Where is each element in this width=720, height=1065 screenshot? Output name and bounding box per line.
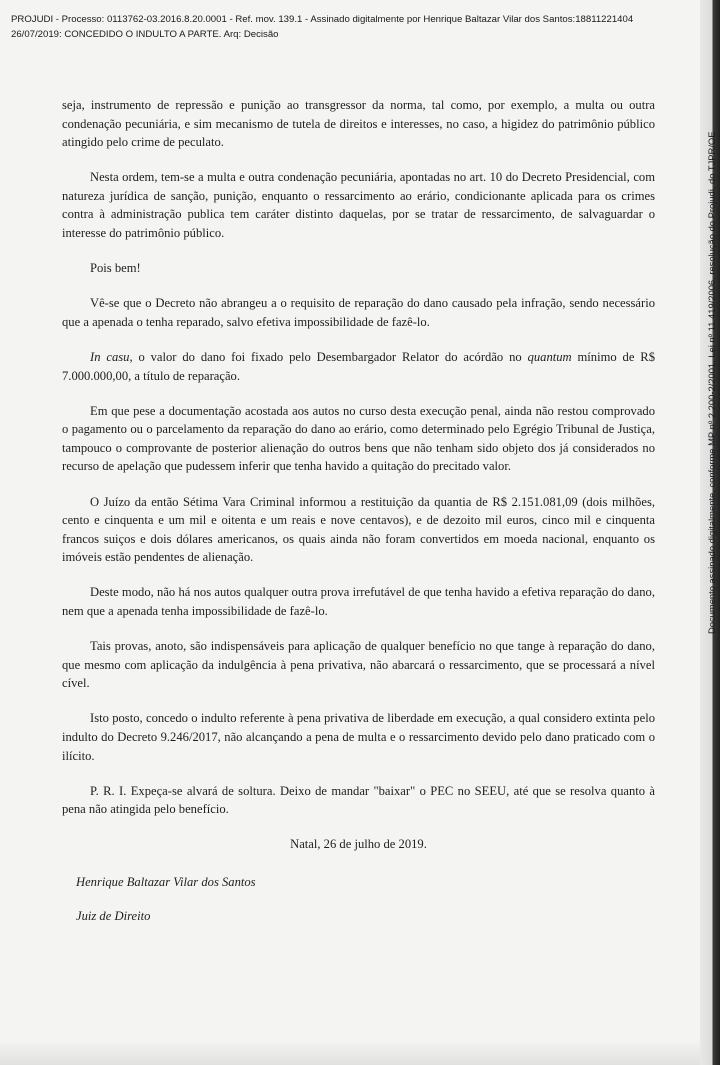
paragraph: Isto posto, concedo o indulto referente à pena privativa de liberdade em execução, a qual considero extinta pelo indulto do Decreto 9.246/2017, não alcançando a pena de multa e o ressarcimento devido pelo dano praticado com o ilícito. (62, 711, 655, 763)
paragraph: Em que pese a documentação acostada aos autos no curso desta execução penal, ainda não restou comprovado o pagamento ou o parcelamento da reparação do dano ao erário, como determinado pelo Egrégio Tribunal de Justiça, tampouco o comprovante de posterior alienação do outros bens que não tenham sido objeto dos já considerados no recurso de apelação que pudessem inferir que tenha havido a quitação do precitado valor. (62, 403, 655, 474)
paragraph: Nesta ordem, tem-se a multa e outra condenação pecuniária, apontadas no art. 10 do Decreto Presidencial, com natureza jurídica de sanção, punição, enquanto o ressarcimento ao erário, condicionante aplicada para os crimes contra à administração publica tem caráter distinto daquelas, por se tratar de ressarcimento, de salvaguardar o interesse do patrimônio público. (62, 170, 655, 241)
paragraph: O Juízo da então Sétima Vara Criminal informou a restituição da quantia de R$ 2.151.081,09 (dois milhões, cento e cinquenta e um mil e oitenta e um reais e nove centavos), e de dezoito mil euros, cinco mil e cinquenta francos suiços e dois dólares americanos, os quais ainda não foram convertidos em moeda nacional, enquanto os imóveis estão pendentes de alienação. (62, 494, 655, 565)
decision-date: Natal, 26 de julho de 2019. (290, 837, 427, 852)
stamp-line-status: 26/07/2019: CONCEDIDO O INDULTO A PARTE. Arq: Decisão (11, 29, 279, 40)
digital-signature-stamp (11, 12, 633, 42)
page-shadow (0, 1040, 700, 1065)
paragraph: Tais provas, anoto, são indispensáveis para aplicação de qualquer benefício no que tange à reparação do dano, que mesmo com aplicação da indulgência à pena privativa, não abarcará o ressarcimento, que se processará a nível cível. (62, 639, 655, 691)
paragraph: P. R. I. Expeça-se alvará de soltura. Deixo de mandar "baixar" o PEC no SEEU, até que se resolva quanto à pena não atingida pelo benefício. (62, 783, 655, 817)
paragraph: seja, instrumento de repressão e punição ao transgressor da norma, tal como, por exemplo, a multa ou outra condenação pecuniária, e sim mecanismo de tutela de direitos e interesses, no caso, a higidez do patrimônio público atingido pelo crime de peculato. (62, 98, 655, 150)
italic-term: quantum (527, 349, 572, 364)
paragraph-text: , o valor do dano foi fixado pelo Desembargador Relator do acórdão no (129, 349, 528, 364)
paragraph: Pois bem! (90, 261, 141, 276)
paragraph-in-casu (62, 348, 655, 385)
paragraph: Deste modo, não há nos autos qualquer outra prova irrefutável de que tenha havido a efetiva reparação do dano, nem que a apenada tenha impossibilidade de fazê-lo. (62, 585, 655, 618)
signer-name: Henrique Baltazar Vilar dos Santos (76, 874, 256, 889)
stamp-line-process: PROJUDI - Processo: 0113762-03.2016.8.20.0001 - Ref. mov. 139.1 - Assinado digitalmente por Henrique Baltazar Vilar dos Santos:18811221404 (11, 14, 634, 25)
vertical-signature-notice: Documento assinado digitalmente, conforme MP nº 2.200-2/2001, Lei nº 11.419/2006, resolução do Projudi, do TJPR/OE (706, 131, 717, 634)
decision-body (62, 96, 655, 942)
paragraph-text: mínimo de R$ 7.000.000,00, a título de reparação. (62, 349, 656, 383)
signer-title: Juiz de Direito (76, 908, 151, 923)
paragraph: Vê-se que o Decreto não abrangeu a o requisito de reparação do dano causado pela infração, sendo necessário que a apenada o tenha reparado, salvo efetiva impossibilidade de fazê-lo. (62, 296, 655, 329)
italic-term: In casu (90, 349, 130, 364)
